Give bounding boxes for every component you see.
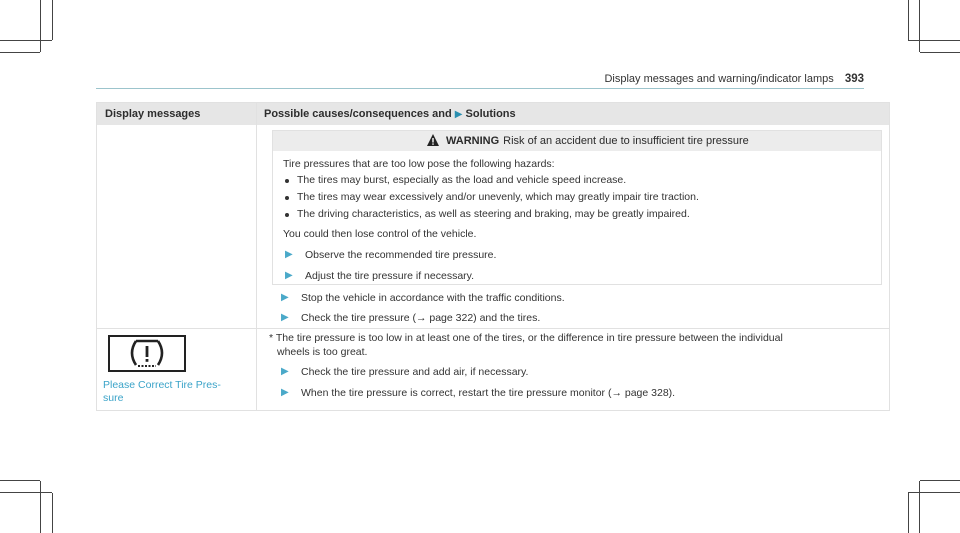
warning-bullet: The driving characteristics, as well as steering and braking, may be greatly impaired. — [297, 208, 690, 220]
solution-step: Check the tire pressure (→ page 322) and the tires. — [301, 312, 541, 324]
cause-text: * The tire pressure is too low in at least one of the tires, or the difference in tire pressure between the individual — [269, 332, 783, 344]
crop-mark — [919, 0, 920, 52]
page-header — [604, 73, 864, 85]
crop-mark — [908, 493, 909, 533]
running-title: Display messages and warning/indicator lamps — [604, 73, 834, 85]
crop-mark — [0, 40, 52, 41]
crop-mark — [908, 0, 909, 40]
solution-step: Stop the vehicle in accordance with the traffic conditions. — [301, 292, 565, 304]
crop-mark — [0, 52, 40, 53]
warning-text: Risk of an accident due to insufficient tire pressure — [503, 135, 749, 147]
messages-table — [96, 102, 890, 411]
page-number: 393 — [844, 73, 864, 85]
crop-mark — [908, 492, 960, 493]
tire-pressure-warning-icon — [110, 337, 184, 370]
column-header-solutions-label: Solutions — [465, 108, 516, 120]
warning-consequence: You could then lose control of the vehicle. — [283, 228, 477, 240]
crop-mark — [52, 0, 53, 40]
bullet-dot — [285, 179, 289, 183]
table-header — [97, 103, 889, 125]
column-header-display-messages: Display messages — [105, 108, 201, 120]
crop-mark — [40, 0, 41, 52]
row-divider — [97, 328, 889, 329]
step-arrow-icon: ▶ — [281, 292, 289, 303]
warning-title — [446, 135, 749, 147]
crop-mark — [920, 52, 960, 53]
solution-step: Check the tire pressure and add air, if necessary. — [301, 366, 529, 378]
bullet-dot — [285, 196, 289, 200]
warning-header — [273, 131, 881, 151]
display-message-line: sure — [103, 392, 124, 404]
crop-mark — [919, 481, 920, 533]
column-header-causes — [264, 108, 516, 120]
crop-mark — [908, 40, 960, 41]
display-message — [103, 379, 221, 405]
warning-bullet: The tires may wear excessively and/or unevenly, which may greatly impair tire traction. — [297, 191, 699, 203]
step-arrow-icon: ▶ — [285, 249, 293, 260]
bullet-dot — [285, 213, 289, 217]
warning-step: Adjust the tire pressure if necessary. — [305, 270, 475, 282]
step-arrow-icon: ▶ — [281, 312, 289, 323]
warning-box — [272, 130, 882, 285]
tire-pressure-warning-display — [108, 335, 186, 372]
arrow-right-icon: ▶ — [454, 109, 463, 120]
step-arrow-icon: ▶ — [285, 270, 293, 281]
step-arrow-icon: ▶ — [281, 387, 289, 398]
crop-mark — [920, 480, 960, 481]
crop-mark — [0, 492, 52, 493]
warning-triangle-icon — [426, 133, 440, 147]
warning-label: WARNING — [446, 135, 500, 147]
column-divider — [256, 103, 257, 410]
crop-mark — [52, 493, 53, 533]
header-rule — [96, 88, 864, 89]
warning-step: Observe the recommended tire pressure. — [305, 249, 497, 261]
cause-text: wheels is too great. — [277, 346, 368, 358]
crop-mark — [0, 480, 40, 481]
step-arrow-icon: ▶ — [281, 366, 289, 377]
column-header-causes-label: Possible causes/consequences and — [264, 108, 452, 120]
crop-mark — [40, 481, 41, 533]
display-message-line: Please Correct Tire Pres- — [103, 379, 221, 391]
warning-intro: Tire pressures that are too low pose the following hazards: — [283, 158, 555, 170]
warning-bullet: The tires may burst, especially as the load and vehicle speed increase. — [297, 174, 627, 186]
solution-step: When the tire pressure is correct, restart the tire pressure monitor (→ page 328). — [301, 387, 676, 399]
